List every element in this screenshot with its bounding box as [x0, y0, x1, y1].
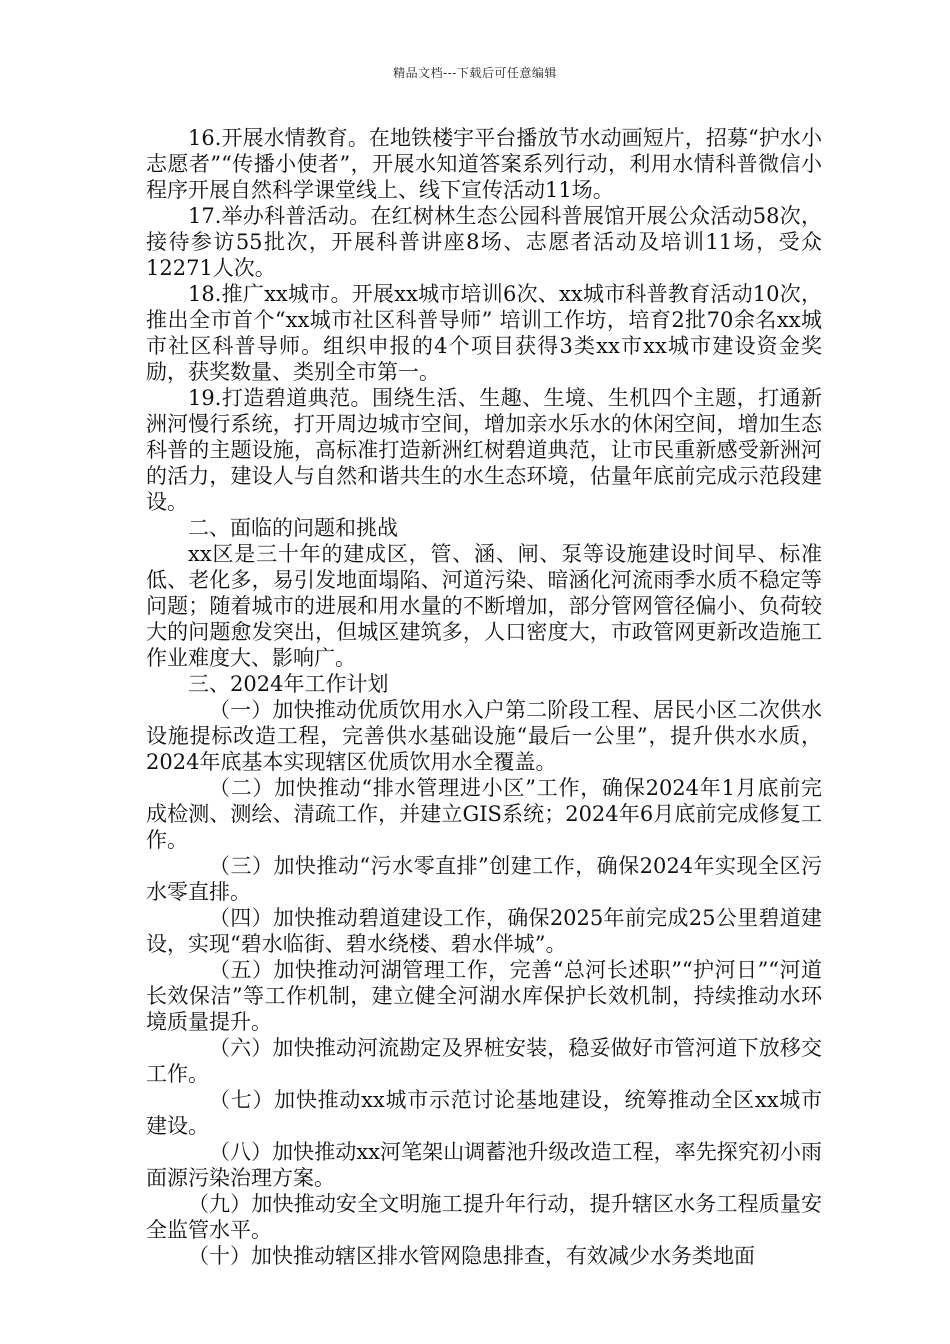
paragraph-challenges: xx区是三十年的建成区，管、涵、闸、泵等设施建设时间早、标准低、老化多，易引发地面塌陷、河道污染、暗涵化河流雨季水质不稳定等问题；随着城市的进展和用水量的不断增加，部分管网管径偏小、负荷较大的问题愈发突出，但城区建筑多，人口密度大，市政管网更新改造施工作业难度大、影响广。 — [146, 542, 822, 670]
plan-item-8: （八）加快推动xx河笔架山调蓄池升级改造工程，率先探究初小雨面源污染治理方案。 — [146, 1140, 822, 1190]
plan-item-10: （十）加快推动辖区排水管网隐患排查，有效减少水务类地面 — [188, 1244, 755, 1268]
plan-item-3: （三）加快推动“污水零直排”创建工作，确保2024年实现全区污水零直排。 — [146, 854, 822, 904]
plan-item-9: （九）加快推动安全文明施工提升年行动，提升辖区水务工程质量安全监管水平。 — [146, 1192, 822, 1242]
document-body — [146, 125, 822, 1269]
plan-item-2: （二）加快推动“排水管理进小区”工作，确保2024年1月底前完成检测、测绘、清疏工作，并建立GIS系统；2024年6月底前完成修复工作。 — [146, 776, 822, 852]
paragraph-19: 19.打造碧道典范。围绕生活、生趣、生境、生机四个主题，打通新洲河慢行系统，打开周边城市空间，增加亲水乐水的休闲空间，增加生态科普的主题设施，高标准打造新洲红树碧道典范，让市民重新感受新洲河的活力，建设人与自然和谐共生的水生态环境，估量年底前完成示范段建设。 — [146, 386, 822, 514]
plan-item-6: （六）加快推动河流勘定及界桩安装，稳妥做好市管河道下放移交工作。 — [146, 1036, 822, 1086]
plan-item-4: （四）加快推动碧道建设工作，确保2025年前完成25公里碧道建设，实现“碧水临街、碧水绕楼、碧水伴城”。 — [146, 906, 822, 956]
paragraph-18: 18.推广xx城市。开展xx城市培训6次、xx城市科普教育活动10次，推出全市首个“xx城市社区科普导师” 培训工作坊，培育2批70余名xx城市社区科普导师。组织申报的4个项目获得3类xx市xx城市建设资金奖励，获奖数量、类别全市第一。 — [146, 282, 822, 384]
page-header: 精品文档---下载后可任意编辑 — [393, 66, 557, 80]
paragraph-16: 16.开展水情教育。在地铁楼宇平台播放节水动画短片，招募“护水小志愿者”“传播小使者”，开展水知道答案系列行动，利用水情科普微信小程序开展自然科学课堂线上、线下宣传活动11场。 — [146, 126, 822, 202]
plan-item-1: （一）加快推动优质饮用水入户第二阶段工程、居民小区二次供水设施提标改造工程，完善供水基础设施“最后一公里”，提升供水水质，2024年底基本实现辖区优质饮用水全覆盖。 — [146, 698, 822, 774]
section-heading-3: 三、2024年工作计划 — [188, 672, 389, 696]
section-heading-2: 二、面临的问题和挑战 — [188, 516, 398, 540]
plan-item-7: （七）加快推动xx城市示范讨论基地建设，统筹推动全区xx城市建设。 — [146, 1088, 822, 1138]
plan-item-5: （五）加快推动河湖管理工作，完善“总河长述职”“护河日”“河道长效保洁”等工作机制，建立健全河湖水库保护长效机制，持续推动水环境质量提升。 — [146, 958, 822, 1034]
paragraph-17: 17.举办科普活动。在红树林生态公园科普展馆开展公众活动58次，接待参访55批次，开展科普讲座8场、志愿者活动及培训11场，受众12271人次。 — [146, 204, 822, 280]
